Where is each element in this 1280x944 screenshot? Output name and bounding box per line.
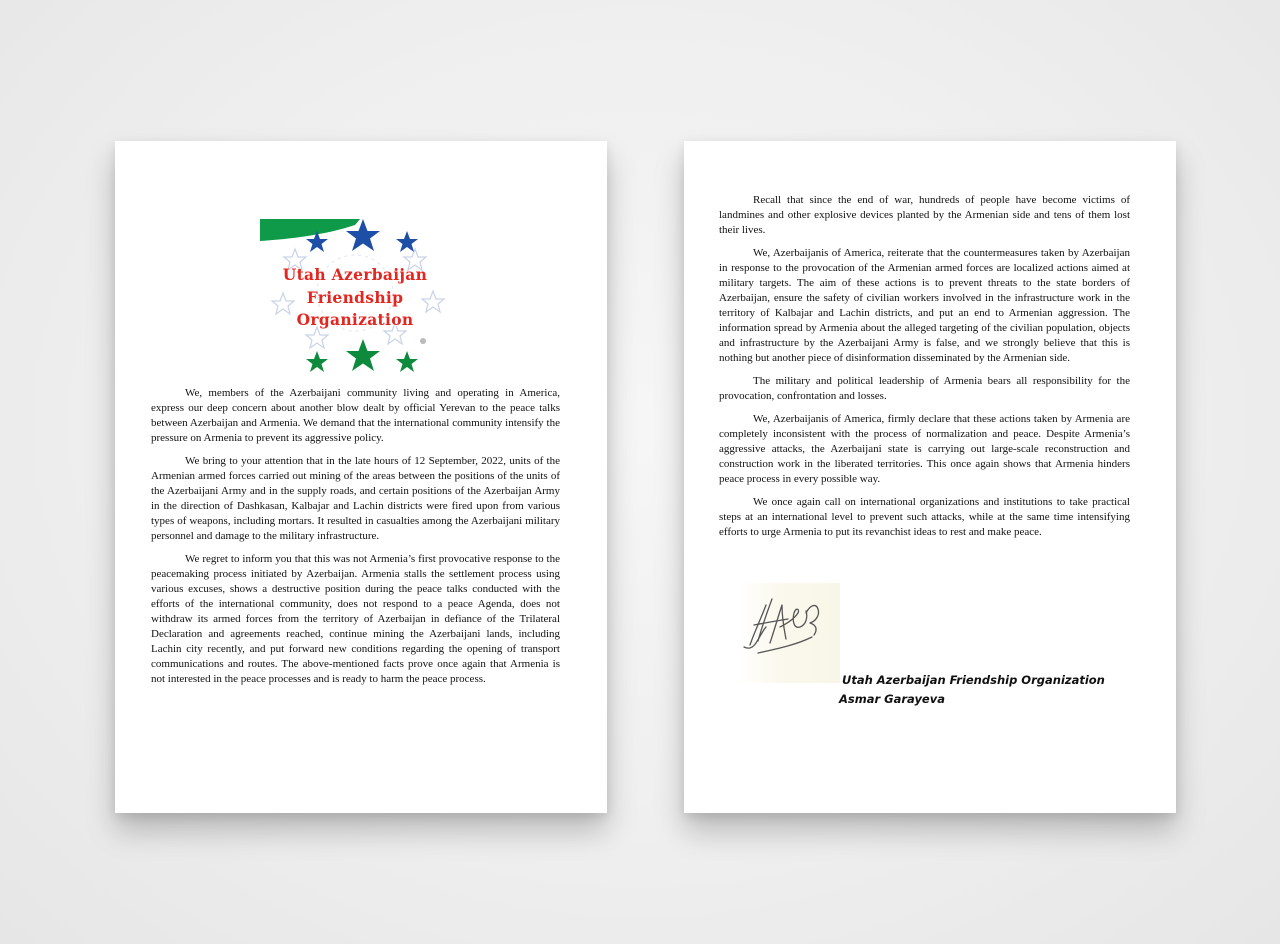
green-star-icon [306, 351, 328, 372]
letter-body-page-2 [719, 193, 1130, 548]
green-star-icon [346, 339, 380, 371]
signer-name: Asmar Garayeva [839, 692, 945, 706]
logo-title-line-1: Utah Azerbaijan [282, 265, 428, 284]
organization-logo [255, 215, 455, 375]
paragraph: We, Azerbaijanis of America, reiterate that the countermeasures taken by Azerbaijan in response to the provocation of the Armenian armed forces are localized actions aimed at military targets. The aim of these actions is to prevent threats to the state borders of Azerbaijan, ensure the safety of civilian workers involved in the infrastructure work in the territory of Kalbajar and Lachin districts, and put an end to Armenian aggression. The information spread by Armenia about the alleged targeting of the civilian population, objects and infrastructure by the Azerbaijani Army is false, and we strongly believe that this is nothing but another piece of disinformation disseminated by the Armenian side. [719, 247, 1130, 364]
paragraph: We regret to inform you that this was not Armenia’s first provocative response to the peacemaking process initiated by Azerbaijan. Armenia stalls the settlement process using various excuses, shows a destructive position during the peace talks conducted with the efforts of the international community, does not respond to a peace Agenda, does not withdraw its armed forces from the territory of Azerbaijan in defiance of the Trilateral Declaration and agreements reached, continue mining the Azerbaijani lands, including Lachin city recently, and put forward new conditions regarding the opening of transport communications and routes. The above-mentioned facts prove once again that Armenia is not interested in the peace processes and is ready to harm the peace process. [151, 553, 560, 685]
letter-body-page-1 [151, 386, 560, 695]
paragraph: We bring to your attention that in the late hours of 12 September, 2022, units of the Armenian armed forces carried out mining of the areas between the positions of the units of the Azerbaijani Army and in the supply roads, and certain positions of the Azerbaijan Army in the direction of Dashkasan, Kalbajar and Lachin districts were fired upon from various types of weapons, including mortars. It resulted in casualties among the Azerbaijani military personnel and damage to the military infrastructure. [151, 455, 560, 542]
green-star-icon [396, 351, 418, 372]
handwritten-signature [736, 583, 840, 683]
logo-title-line-2: Friendship [306, 288, 404, 307]
outline-star-icon [306, 327, 328, 348]
paragraph: We, members of the Azerbaijani community living and operating in America, express our deep concern about another blow dealt by official Yerevan to the peace talks between Azerbaijan and Armenia. We demand that the international community intensify the pressure on Armenia to prevent its aggressive policy. [151, 387, 560, 444]
letter-page-1 [115, 141, 607, 813]
green-banner-shape [260, 219, 360, 241]
signature-icon [736, 583, 840, 683]
letter-page-2 [684, 141, 1176, 813]
paragraph: Recall that since the end of war, hundreds of people have become victims of landmines and other explosive devices planted by the Armenian side and tens of them lost their lives. [719, 194, 1130, 236]
logo-title-line-3: Organization [296, 310, 414, 329]
dot-icon [420, 338, 426, 344]
paragraph: We, Azerbaijanis of America, firmly declare that these actions taken by Armenia are completely inconsistent with the process of normalization and peace. Despite Armenia’s aggressive attacks, the Azerbaijani state is carrying out large-scale reconstruction and construction work in the liberated territories. This once again shows that Armenia hinders peace process in every possible way. [719, 413, 1130, 485]
paragraph: We once again call on international organizations and institutions to take practical steps at an international level to prevent such attacks, while at the same time intensifying efforts to urge Armenia to put its revanchist ideas to rest and make peace. [719, 496, 1130, 538]
paragraph: The military and political leadership of Armenia bears all responsibility for the provocation, confrontation and losses. [719, 375, 1130, 402]
signer-organization: Utah Azerbaijan Friendship Organization [842, 673, 1105, 687]
